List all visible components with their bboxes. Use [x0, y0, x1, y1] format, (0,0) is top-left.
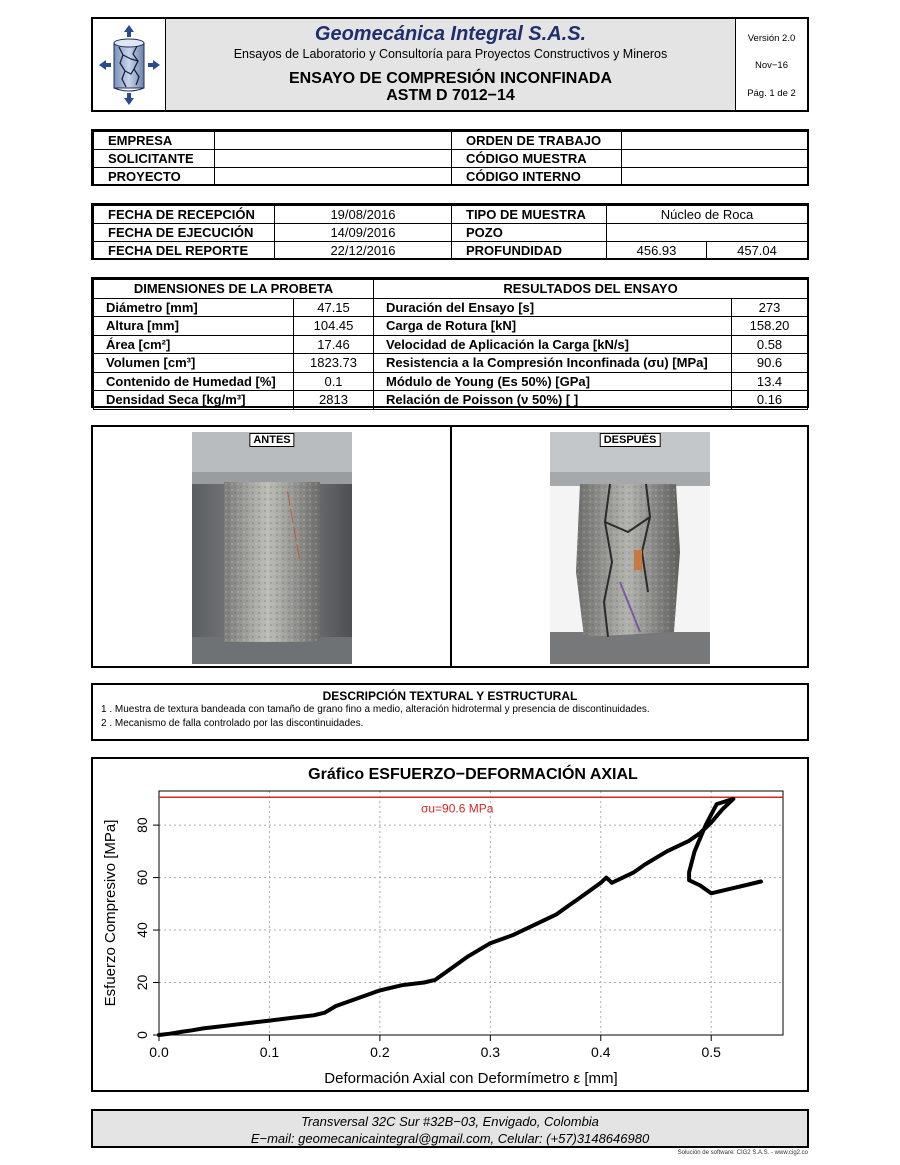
- specimen-photos: [91, 425, 809, 668]
- photo-before: [192, 432, 352, 664]
- dimension-label: Contenido de Humedad [%]: [94, 372, 294, 391]
- table-row: [94, 224, 808, 242]
- tipo-muestra-label: TIPO DE MUESTRA: [452, 206, 607, 224]
- solicitante-label: SOLICITANTE: [94, 150, 215, 168]
- table-row: [94, 391, 808, 410]
- specimen-marking: — — — —: [281, 489, 309, 560]
- codigo-muestra-value: [622, 150, 808, 168]
- photo-after: [550, 432, 710, 664]
- specimen-before-image: [192, 432, 352, 664]
- ucs-reference-label: σu=90.6 MPa: [420, 801, 494, 816]
- chart-grid: [159, 791, 783, 1035]
- x-tick-label: 0.4: [591, 1044, 611, 1060]
- codigo-interno-label: CÓDIGO INTERNO: [452, 168, 622, 186]
- reporte-value: 22/12/2016: [275, 242, 452, 260]
- codigo-muestra-label: CÓDIGO MUESTRA: [452, 150, 622, 168]
- result-label: Relación de Poisson (ν 50%) [ ]: [374, 391, 732, 410]
- document-control: [736, 19, 807, 110]
- y-tick-label: 40: [134, 922, 150, 938]
- dimension-label: Densidad Seca [kg/m³]: [94, 391, 294, 410]
- result-value: 158.20: [732, 317, 808, 336]
- result-label: Duración del Ensayo [s]: [374, 298, 732, 317]
- result-value: 0.58: [732, 335, 808, 354]
- photo-before-label: ANTES: [249, 433, 294, 447]
- chart-title: Gráfico ESFUERZO−DEFORMACIÓN AXIAL: [308, 766, 638, 783]
- proyecto-label: PROYECTO: [94, 168, 215, 186]
- dimension-value: 17.46: [294, 335, 374, 354]
- dimension-label: Volumen [cm³]: [94, 354, 294, 373]
- description-title: DESCRIPCIÓN TEXTURAL Y ESTRUCTURAL: [322, 689, 578, 703]
- result-label: Velocidad de Aplicación la Carga [kN/s]: [374, 335, 732, 354]
- company-logo: [93, 19, 166, 110]
- table-row: [94, 206, 808, 224]
- footer-contact: E−mail: geomecanicaintegral@gmail.com, Celular: (+57)3148646980: [250, 1131, 650, 1146]
- dimension-value: 0.1: [294, 372, 374, 391]
- photo-divider: [450, 427, 452, 666]
- pozo-label: POZO: [452, 224, 607, 242]
- x-tick-label: 0.1: [259, 1044, 280, 1060]
- client-info-table: [91, 129, 809, 186]
- table-row: [94, 242, 808, 260]
- company-name: Geomecánica Integral S.A.S.: [314, 23, 587, 45]
- table-row: [94, 335, 808, 354]
- description-item: 1 . Muestra de textura bandeada con tamaño de grano fino a medio, alteración hidrotermal y presencia de discontinuidades.: [101, 704, 650, 715]
- stress-strain-chart-box: [91, 757, 809, 1092]
- software-credit: Solución de software: CIG2 S.A.S. - www.cig2.co: [677, 1150, 808, 1156]
- page-number: Pág. 1 de 2: [747, 88, 796, 99]
- stress-strain-chart: [93, 759, 807, 1090]
- specimen-after-image: [550, 432, 710, 664]
- pozo-value: [607, 224, 808, 242]
- result-value: 90.6: [732, 354, 808, 373]
- x-tick-label: 0.0: [149, 1044, 169, 1060]
- recepcion-label: FECHA DE RECEPCIÓN: [94, 206, 275, 224]
- dimension-value: 47.15: [294, 298, 374, 317]
- dimension-value: 2813: [294, 391, 374, 410]
- dimension-value: 1823.73: [294, 354, 374, 373]
- test-standard: ASTM D 7012−14: [386, 87, 515, 104]
- table-row: [94, 372, 808, 391]
- dates-table: [91, 203, 809, 260]
- footer-address: Transversal 32C Sur #32B−03, Envigado, Colombia: [301, 1114, 599, 1129]
- version-date: Nov−16: [754, 60, 788, 71]
- description-box: [91, 683, 809, 741]
- test-title: [166, 70, 735, 104]
- ejecucion-label: FECHA DE EJECUCIÓN: [94, 224, 275, 242]
- result-value: 13.4: [732, 372, 808, 391]
- plot-frame: [159, 791, 783, 1035]
- result-label: Carga de Rotura [kN]: [374, 317, 732, 336]
- table-row: [94, 132, 808, 150]
- empresa-label: EMPRESA: [94, 132, 215, 150]
- profundidad-label: PROFUNDIDAD: [452, 242, 607, 260]
- table-row: [94, 317, 808, 336]
- reference-line-group: [159, 797, 783, 815]
- solicitante-value: [215, 150, 452, 168]
- table-row: [94, 150, 808, 168]
- y-tick-label: 60: [134, 869, 150, 886]
- table-row: [94, 168, 808, 186]
- y-tick-label: 0: [134, 1031, 150, 1039]
- y-tick-label: 20: [134, 974, 150, 991]
- dimensions-title: DIMENSIONES DE LA PROBETA: [94, 280, 374, 299]
- recepcion-value: 19/08/2016: [275, 206, 452, 224]
- x-axis-label: Deformación Axial con Deformímetro ε [mm]: [324, 1070, 618, 1087]
- result-label: Resistencia a la Compresión Inconfinada (σu) [MPa]: [374, 354, 732, 373]
- y-axis-label: Esfuerzo Compresivo [MPa]: [102, 819, 119, 1007]
- empresa-value: [215, 132, 452, 150]
- profundidad-from: 456.93: [607, 242, 707, 260]
- header-title-area: [166, 19, 736, 110]
- version-label: Versión 2.0: [747, 33, 796, 44]
- dimension-label: Área [cm²]: [94, 335, 294, 354]
- reporte-label: FECHA DEL REPORTE: [94, 242, 275, 260]
- proyecto-value: [215, 168, 452, 186]
- test-title-line-1: ENSAYO DE COMPRESIÓN INCONFINADA: [289, 70, 612, 87]
- description-item: 2 . Mecanismo de falla controlado por las discontinuidades.: [101, 718, 364, 729]
- rock-core-icon: [93, 19, 166, 110]
- dimension-value: 104.45: [294, 317, 374, 336]
- report-header: [91, 17, 809, 112]
- dimension-label: Diámetro [mm]: [94, 298, 294, 317]
- orden-label: ORDEN DE TRABAJO: [452, 132, 622, 150]
- codigo-interno-value: [622, 168, 808, 186]
- tipo-muestra-value: Núcleo de Roca: [607, 206, 808, 224]
- orden-value: [622, 132, 808, 150]
- company-subtitle: Ensayos de Laboratorio y Consultoría para Proyectos Constructivos y Mineros: [233, 47, 668, 61]
- x-tick-label: 0.5: [701, 1044, 721, 1060]
- table-row: [94, 280, 808, 299]
- result-label: Módulo de Young (Es 50%) [GPa]: [374, 372, 732, 391]
- x-axis: [149, 1035, 721, 1060]
- y-axis: [134, 817, 159, 1039]
- x-tick-label: 0.3: [480, 1044, 501, 1060]
- profundidad-to: 457.04: [707, 242, 808, 260]
- photo-after-label: DESPUÉS: [600, 433, 661, 447]
- result-value: 273: [732, 298, 808, 317]
- ejecucion-value: 14/09/2016: [275, 224, 452, 242]
- table-row: [94, 354, 808, 373]
- x-tick-label: 0.2: [370, 1044, 390, 1060]
- stress-strain-curve: [159, 799, 761, 1035]
- footer: [91, 1109, 809, 1148]
- result-value: 0.16: [732, 391, 808, 410]
- table-row: [94, 298, 808, 317]
- dimension-label: Altura [mm]: [94, 317, 294, 336]
- dimensions-results-table: [91, 277, 809, 408]
- y-tick-label: 80: [134, 817, 150, 833]
- results-title: RESULTADOS DEL ENSAYO: [374, 280, 808, 299]
